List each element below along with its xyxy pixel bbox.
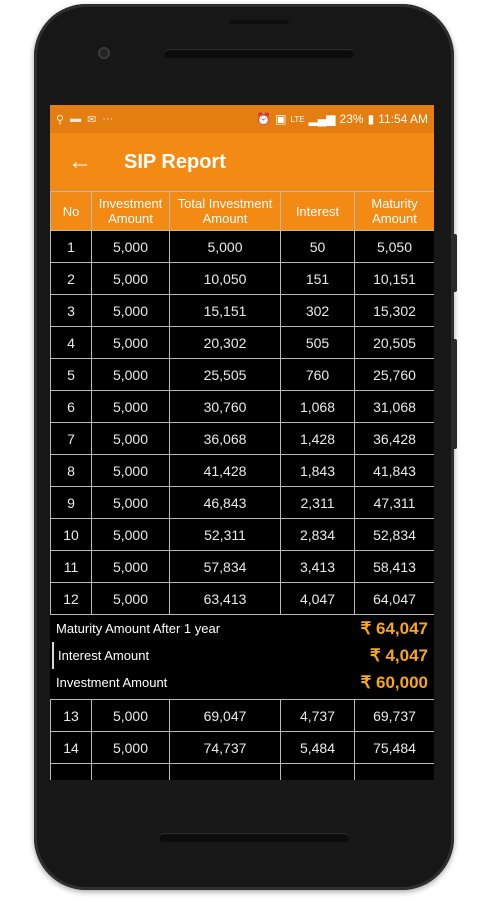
screen xyxy=(50,105,434,780)
cell-no: 5 xyxy=(51,359,92,391)
investment-summary-label: Investment Amount xyxy=(56,675,168,690)
cell-no: 2 xyxy=(51,263,92,295)
cell-maturity: 5,050 xyxy=(355,231,435,263)
cell-total-investment: 10,050 xyxy=(170,263,281,295)
cell-interest: 505 xyxy=(281,327,355,359)
interest-summary-row xyxy=(52,642,428,669)
cell-investment: 5,000 xyxy=(92,295,170,327)
page-title: SIP Report xyxy=(124,150,226,173)
cell-maturity: 69,737 xyxy=(355,700,435,732)
cell-investment: 5,000 xyxy=(92,359,170,391)
maturity-summary-value: ₹ 64,047 xyxy=(360,618,428,638)
cell-interest: 302 xyxy=(281,295,355,327)
cell-maturity: 31,068 xyxy=(355,391,435,423)
cell-no: 3 xyxy=(51,295,92,327)
table-row xyxy=(51,519,435,551)
cell-maturity: 58,413 xyxy=(355,551,435,583)
table-row xyxy=(51,359,435,391)
maturity-summary-row xyxy=(56,615,428,642)
investment-summary-value: ₹ 60,000 xyxy=(360,672,428,692)
cell-maturity: 41,843 xyxy=(355,455,435,487)
col-header-interest: Interest xyxy=(281,192,355,231)
message-icon: ✉ xyxy=(87,113,97,126)
table-row xyxy=(51,263,435,295)
table-row xyxy=(51,391,435,423)
cell-investment: 5,000 xyxy=(92,263,170,295)
cell-interest: 1,843 xyxy=(281,455,355,487)
cell-interest: 4,047 xyxy=(281,583,355,615)
cell-investment: 5,000 xyxy=(92,423,170,455)
alarm-icon: ⏰ xyxy=(256,112,272,126)
table-row xyxy=(51,732,435,764)
cell-interest: 2,834 xyxy=(281,519,355,551)
table-row xyxy=(51,455,435,487)
battery-percent: 23% xyxy=(339,112,364,126)
cell-maturity: 20,505 xyxy=(355,327,435,359)
cell-investment: 5,000 xyxy=(92,487,170,519)
cell-interest: 151 xyxy=(281,263,355,295)
cell-total-investment: 25,505 xyxy=(170,359,281,391)
maturity-summary-label: Maturity Amount After 1 year xyxy=(56,621,221,636)
status-bar xyxy=(50,105,434,133)
top-slot xyxy=(229,20,289,24)
interest-summary-value: ₹ 4,047 xyxy=(369,645,428,665)
sip-table-continued xyxy=(50,699,434,780)
cell-maturity: 36,428 xyxy=(355,423,435,455)
cell-maturity: 25,760 xyxy=(355,359,435,391)
cell-investment: 5,000 xyxy=(92,551,170,583)
arrow-left-icon[interactable]: ← xyxy=(68,148,92,175)
cell-no: 7 xyxy=(51,423,92,455)
col-header-no: No xyxy=(51,192,92,231)
cell-total-investment: 20,302 xyxy=(170,327,281,359)
cell-total-investment: 15,151 xyxy=(170,295,281,327)
cell-total-investment: 41,428 xyxy=(170,455,281,487)
cell-maturity: 64,047 xyxy=(355,583,435,615)
cell-interest: 1,068 xyxy=(281,391,355,423)
sip-table xyxy=(50,191,434,615)
table-row xyxy=(51,551,435,583)
cell-investment: 5,000 xyxy=(92,583,170,615)
cell-maturity: 15,302 xyxy=(355,295,435,327)
signal-icon: ▂▄▆ xyxy=(308,112,336,126)
front-camera xyxy=(98,47,110,59)
table-row-partial xyxy=(51,764,435,781)
interest-summary-label: Interest Amount xyxy=(58,648,150,663)
cell-maturity: 52,834 xyxy=(355,519,435,551)
cell-total-investment: 74,737 xyxy=(170,732,281,764)
volume-button xyxy=(452,339,457,449)
cell-no: 4 xyxy=(51,327,92,359)
card-icon: ▬ xyxy=(70,113,82,125)
cell-total-investment: 52,311 xyxy=(170,519,281,551)
cell-total-investment: 46,843 xyxy=(170,487,281,519)
battery-icon: ▮ xyxy=(367,112,375,126)
col-header-investment: Investment Amount xyxy=(92,192,170,231)
cell-no: 10 xyxy=(51,519,92,551)
cell-investment: 5,000 xyxy=(92,732,170,764)
cell-maturity: 10,151 xyxy=(355,263,435,295)
cell-total-investment: 5,000 xyxy=(170,231,281,263)
cell-investment: 5,000 xyxy=(92,700,170,732)
cell-no: 8 xyxy=(51,455,92,487)
table-row xyxy=(51,231,435,263)
investment-summary-row xyxy=(56,669,428,696)
cell-no: 14 xyxy=(51,732,92,764)
cell-interest: 1,428 xyxy=(281,423,355,455)
cell-total-investment: 63,413 xyxy=(170,583,281,615)
bottom-speaker xyxy=(159,833,349,842)
cell-maturity: 75,484 xyxy=(355,732,435,764)
notification-icon: ⚲ xyxy=(56,113,65,126)
app-bar xyxy=(50,133,434,191)
table-row xyxy=(51,295,435,327)
table-row xyxy=(51,700,435,732)
cell-investment: 5,000 xyxy=(92,327,170,359)
table-row xyxy=(51,583,435,615)
cell-no: 9 xyxy=(51,487,92,519)
cell-interest: 5,484 xyxy=(281,732,355,764)
cell-total-investment: 36,068 xyxy=(170,423,281,455)
clock: 11:54 AM xyxy=(378,112,428,126)
cell-total-investment: 30,760 xyxy=(170,391,281,423)
cell-interest: 50 xyxy=(281,231,355,263)
col-header-maturity: Maturity Amount xyxy=(355,192,435,231)
power-button xyxy=(452,234,457,292)
cell-no: 6 xyxy=(51,391,92,423)
cell-interest: 2,311 xyxy=(281,487,355,519)
cell-no: 11 xyxy=(51,551,92,583)
cell-no: 1 xyxy=(51,231,92,263)
table-row xyxy=(51,327,435,359)
network-type: LTE xyxy=(290,114,305,124)
cell-investment: 5,000 xyxy=(92,231,170,263)
year-summary xyxy=(50,615,434,696)
cell-no: 13 xyxy=(51,700,92,732)
cell-interest: 3,413 xyxy=(281,551,355,583)
cell-total-investment: 69,047 xyxy=(170,700,281,732)
more-notifications-icon: ··· xyxy=(102,113,114,125)
cell-maturity: 47,311 xyxy=(355,487,435,519)
vibrate-icon: ▣ xyxy=(275,112,287,126)
table-row xyxy=(51,423,435,455)
table-header-row xyxy=(51,192,435,231)
col-header-total-investment: Total Investment Amount xyxy=(170,192,281,231)
cell-total-investment: 57,834 xyxy=(170,551,281,583)
cell-investment: 5,000 xyxy=(92,391,170,423)
cell-investment: 5,000 xyxy=(92,519,170,551)
earpiece-speaker xyxy=(164,49,354,58)
cell-interest: 4,737 xyxy=(281,700,355,732)
cell-investment: 5,000 xyxy=(92,455,170,487)
table-row xyxy=(51,487,435,519)
cell-no: 12 xyxy=(51,583,92,615)
cell-interest: 760 xyxy=(281,359,355,391)
